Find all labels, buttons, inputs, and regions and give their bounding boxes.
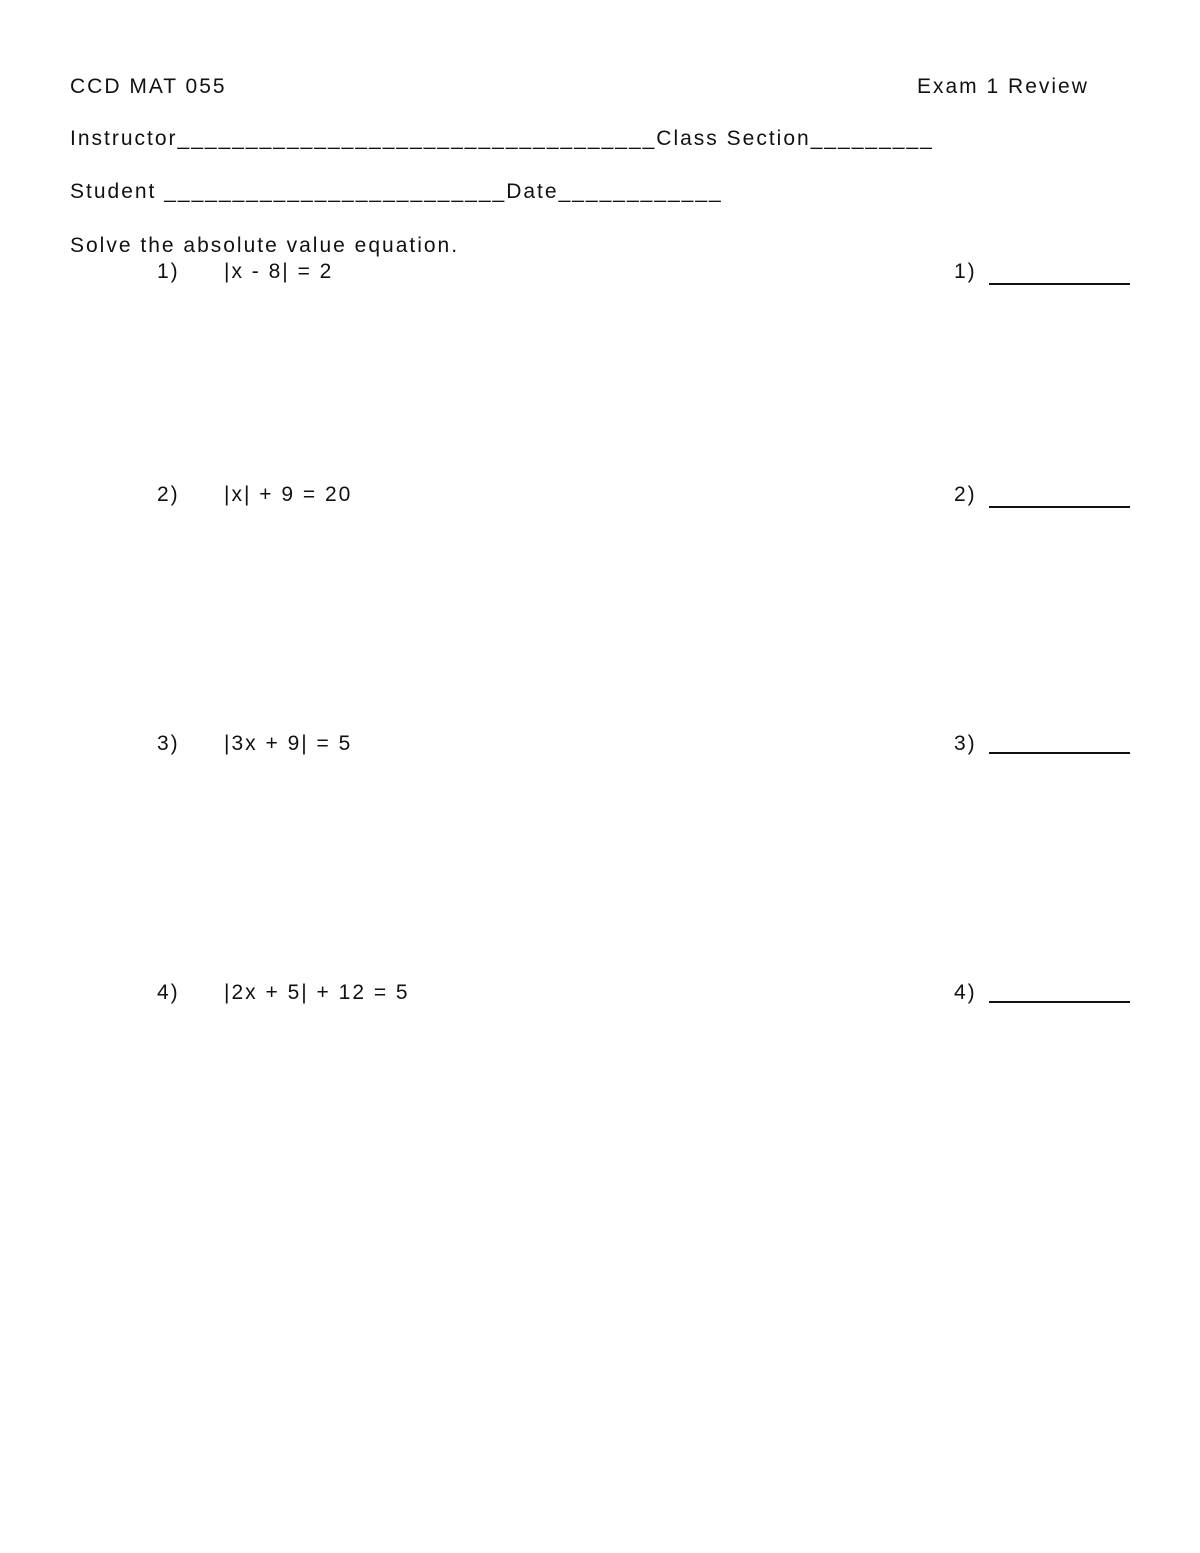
answer-label: 4) [954, 981, 977, 1004]
instructor-section-line[interactable]: Instructor___________________________________Class Section_________ [70, 127, 934, 150]
problem-number: 2) [157, 483, 180, 506]
answer-label: 1) [954, 260, 977, 283]
student-date-line[interactable]: Student _________________________Date____________ [70, 180, 723, 203]
problem-equation: |3x + 9| = 5 [224, 732, 353, 755]
problem-equation: |x| + 9 = 20 [224, 483, 353, 506]
answer-blank[interactable] [989, 283, 1130, 285]
answer-label: 3) [954, 732, 977, 755]
course-title: CCD MAT 055 [70, 75, 227, 98]
problem-number: 4) [157, 981, 180, 1004]
exam-title: Exam 1 Review [917, 75, 1089, 98]
answer-label: 2) [954, 483, 977, 506]
answer-blank[interactable] [989, 1001, 1130, 1003]
problem-equation: |x - 8| = 2 [224, 260, 334, 283]
problem-number: 1) [157, 260, 180, 283]
problem-equation: |2x + 5| + 12 = 5 [224, 981, 410, 1004]
answer-blank[interactable] [989, 752, 1130, 754]
instructions: Solve the absolute value equation. [70, 234, 460, 257]
problem-number: 3) [157, 732, 180, 755]
answer-blank[interactable] [989, 506, 1130, 508]
